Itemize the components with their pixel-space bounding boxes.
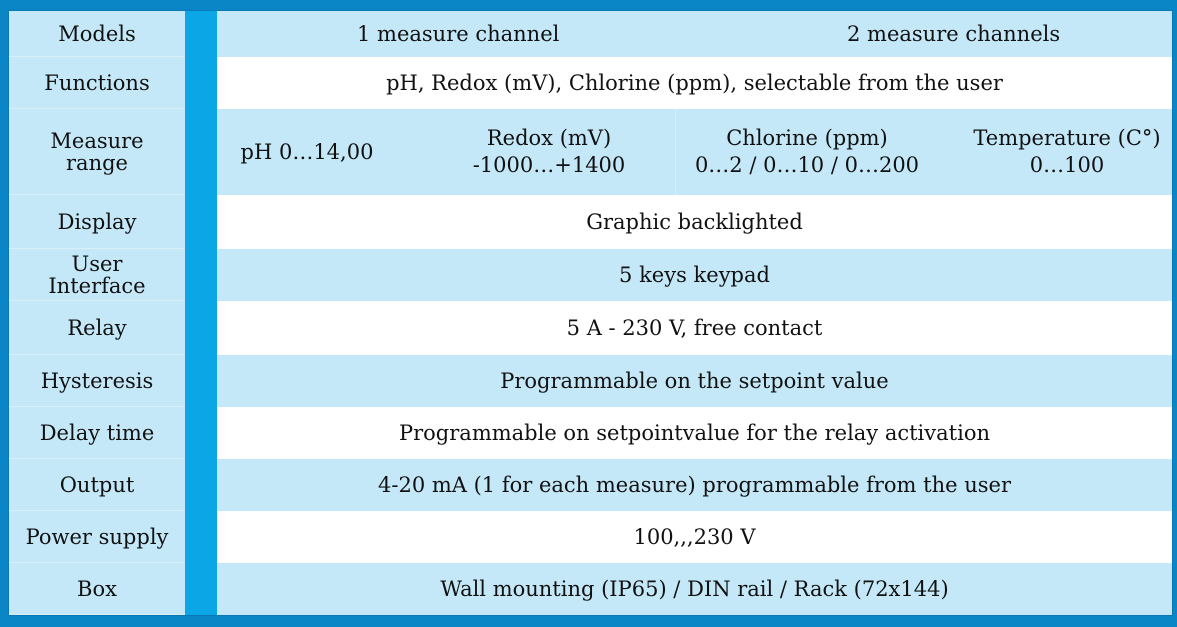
range-redox-line2: -1000…+1400 [472, 153, 626, 177]
row-label-user-interface [9, 249, 185, 301]
range-chlorine-line1: Chlorine (ppm) [726, 126, 888, 150]
row-label-delay-time: Delay time [9, 407, 185, 459]
row-label-user-interface-line2: Interface [48, 273, 146, 298]
measure-range-values [217, 109, 1172, 195]
table-row-box [9, 563, 1172, 615]
table-row-power-supply [9, 511, 1172, 563]
table-row-display [9, 195, 1172, 249]
row-label-output: Output [9, 459, 185, 511]
range-temperature-line2: 0…100 [1029, 153, 1105, 177]
row-label-power-supply: Power supply [9, 511, 185, 563]
range-ph-line1: pH 0…14,00 [240, 139, 374, 164]
row-label-measure-range [9, 109, 185, 195]
output-value: 4-20 mA (1 for each measure) programmable from the user [217, 459, 1172, 511]
row-label-user-interface-line1: User [71, 251, 123, 276]
row-label-models: Models [9, 11, 185, 57]
spec-table [8, 10, 1173, 616]
range-chlorine [677, 109, 937, 195]
range-separator [675, 109, 676, 195]
table-row-delay-time [9, 407, 1172, 459]
row-label-box: Box [9, 563, 185, 615]
row-label-measure-range-line2: range [66, 150, 128, 175]
range-temperature [962, 109, 1172, 195]
relay-value: 5 A - 230 V, free contact [217, 301, 1172, 355]
range-redox [449, 109, 649, 195]
display-value: Graphic backlighted [217, 195, 1172, 249]
row-label-relay: Relay [9, 301, 185, 355]
row-label-hysteresis: Hysteresis [9, 355, 185, 407]
box-value: Wall mounting (IP65) / DIN rail / Rack (72x144) [217, 563, 1172, 615]
table-row-user-interface [9, 249, 1172, 301]
table-row-measure-range [9, 109, 1172, 195]
functions-value: pH, Redox (mV), Chlorine (ppm), selectable from the user [217, 57, 1172, 109]
row-label-measure-range-line1: Measure [50, 128, 144, 153]
range-ph [217, 109, 397, 195]
range-redox-line1: Redox (mV) [486, 126, 612, 150]
model-2-channels: 2 measure channels [847, 22, 1061, 46]
row-label-functions: Functions [9, 57, 185, 109]
table-row-hysteresis [9, 355, 1172, 407]
table-row-functions [9, 57, 1172, 109]
range-temperature-line1: Temperature (C°) [973, 126, 1161, 150]
table-row-models [9, 11, 1172, 57]
delay-time-value: Programmable on setpointvalue for the relay activation [217, 407, 1172, 459]
row-label-display: Display [9, 195, 185, 249]
model-1-channel: 1 measure channel [357, 22, 560, 46]
table-row-relay [9, 301, 1172, 355]
user-interface-value: 5 keys keypad [217, 249, 1172, 301]
power-supply-value: 100,,,230 V [217, 511, 1172, 563]
hysteresis-value: Programmable on the setpoint value [217, 355, 1172, 407]
models-values [217, 11, 1172, 57]
range-chlorine-line2: 0…2 / 0…10 / 0…200 [694, 153, 920, 177]
table-row-output [9, 459, 1172, 511]
